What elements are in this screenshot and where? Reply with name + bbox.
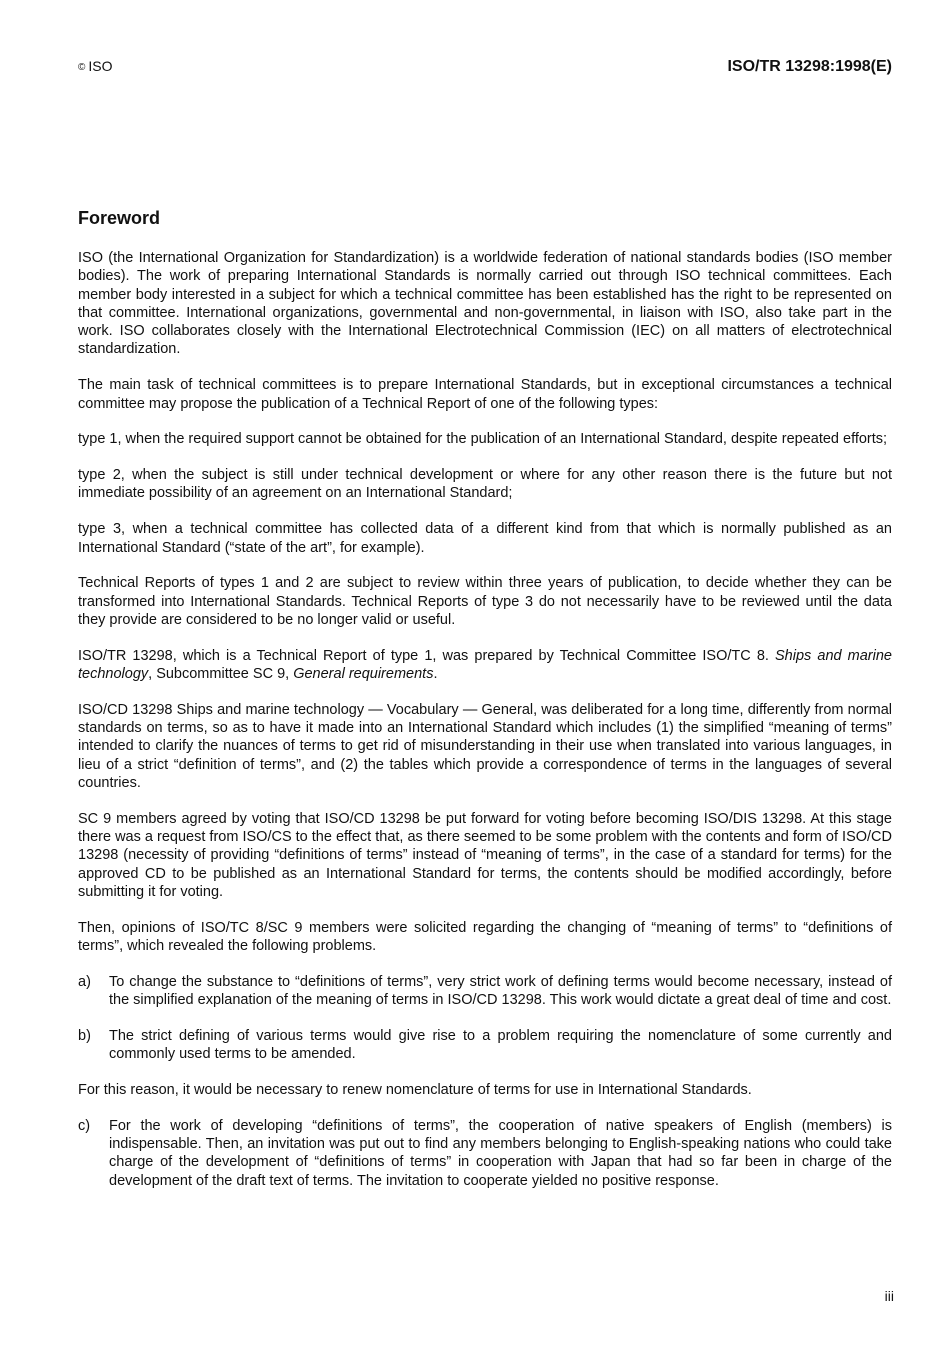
list-item-c xyxy=(78,1117,892,1190)
page-number: iii xyxy=(884,1288,894,1304)
paragraph-preparation xyxy=(78,647,892,684)
paragraph-type-3: type 3, when a technical committee has collected data of a different kind from that which is normally published as an International Standard (“state of the art”, for example). xyxy=(78,521,892,556)
copyright-notice xyxy=(78,58,113,74)
list-item-a xyxy=(78,973,892,1010)
paragraph-technical-committees: The main task of technical committees is to prepare International Standards, but in exceptional circumstances a technical committee may propose the publication of a Technical Report of one of the following types: xyxy=(78,377,892,412)
list-label: c) xyxy=(78,1117,91,1134)
document-reference: ISO/TR 13298:1998(E) xyxy=(727,58,892,75)
list-item-b-note: For this reason, it would be necessary to renew nomenclature of terms for use in International Standards. xyxy=(78,1082,752,1099)
subcommittee-name: General requirements xyxy=(293,666,434,683)
paragraph-iso-intro: ISO (the International Organization for Standardization) is a worldwide federation of national standards bodies (ISO member bodies). The work of preparing International Standards is normally carried out through ISO technical committees. Each member body interested in a subject for which a technical committee has been established has the right to be represented on that committee. International organizations, governmental and non-governmental, in liaison with ISO, also take part in the work. ISO collaborates closely with the International Electrotechnical Commission (IEC) on all matters of electrotechnical standardization. xyxy=(78,250,892,358)
section-title: Foreword xyxy=(78,208,161,228)
copyright-owner: ISO xyxy=(88,58,113,74)
paragraph-voting: SC 9 members agreed by voting that ISO/CD 13298 be put forward for voting before becoming ISO/DIS 13298. At this stage there was a request from ISO/CS to the effect that, as there seemed to be some problem with the contents and form of ISO/CD 13298 (necessity of providing “definitions of terms” instead of “meaning of terms”, in the case of a standard for terms) for the approved CD to be published as an International Standard for terms, the contents should be modified accordingly, before submitting it for voting. xyxy=(78,810,892,901)
paragraph-type-1: type 1, when the required support cannot be obtained for the publication of an International Standard, despite repeated efforts; xyxy=(78,431,888,448)
paragraph-opinions: Then, opinions of ISO/TC 8/SC 9 members were solicited regarding the changing of “meaning of terms” to “definitions of terms”, which revealed the following problems. xyxy=(78,919,892,955)
list-text: To change the substance to “definitions of terms”, very strict work of defining terms would become necessary, instead of the simplified explanation of the meaning of terms in ISO/CD 13298. This work would dictate a great deal of time and cost. xyxy=(109,973,892,1009)
preparation-text-1: ISO/TR 13298, which is a Technical Report of type 1, was prepared by Technical Committee ISO/TC 8. xyxy=(78,647,776,664)
list-text: For the work of developing “definitions of terms”, the cooperation of native speakers of English (members) is indispensable. Then, an invitation was put out to find any members belonging to English-speaking nations who could take charge of the development of “definitions of terms” in cooperation with Japan that had so far been in charge of the development of the draft text of terms. The invitation to cooperate yielded no positive response. xyxy=(109,1117,892,1189)
paragraph-cd-history: ISO/CD 13298 Ships and marine technology — Vocabulary — General, was deliberated for a long time, differently from normal standards on terms, so as to have it made into an International Standard which includes (1) the simplified “meaning of terms” intended to clarify the nuances of terms to get rid of misunderstanding in their use when translated into various languages, in lieu of a strict “definition of terms”, and (2) the tables which provide a correspondence of terms in the languages of several countries. xyxy=(78,701,892,792)
committee-name: Ships and marine technology xyxy=(78,647,892,683)
list-text: The strict defining of various terms would give rise to a problem requiring the nomenclature of some currently and commonly used terms to be amended. xyxy=(109,1028,892,1063)
paragraph-type-2: type 2, when the subject is still under technical development or where for any other reason there is the future but not immediate possibility of an agreement on an International Standard; xyxy=(78,467,892,502)
preparation-text-2: , Subcommittee SC 9, xyxy=(148,666,294,683)
list-label: a) xyxy=(78,973,91,990)
list-label: b) xyxy=(78,1028,91,1044)
foreword-body xyxy=(78,249,892,1208)
list-item-b xyxy=(78,1027,892,1064)
preparation-text-3: . xyxy=(433,666,438,683)
copyright-symbol: © xyxy=(78,62,86,73)
paragraph-review: Technical Reports of types 1 and 2 are subject to review within three years of publication, to decide whether they can be transformed into International Standards. Technical Reports of type 3 do not necessarily have to be reviewed until the data they provide are considered to be no longer valid or useful. xyxy=(78,575,892,628)
